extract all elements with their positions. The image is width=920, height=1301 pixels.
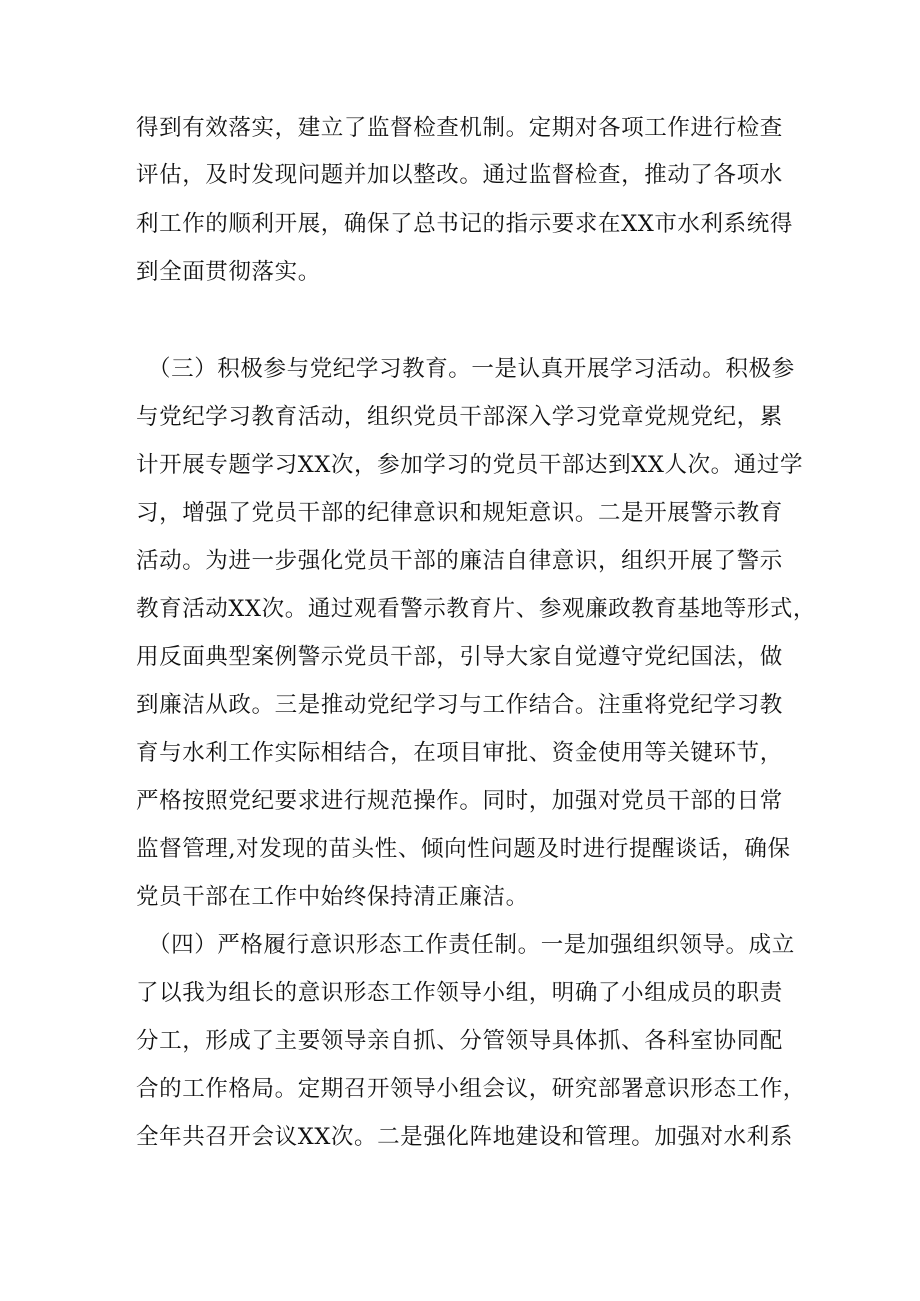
p2-line-8: 到廉洁从政。三是推动党纪学习与工作结合。注重将党纪学习教 [136,692,783,718]
p3-line-2: 了以我为组长的意识形态工作领导小组，明确了小组成员的职责 [136,980,783,1006]
p3-line-1: （四）严格履行意识形态工作责任制。一是加强组织领导。成立 [148,932,795,958]
p2-line-3: 计开展专题学习XX次，参加学习的党员干部达到XX人次。通过学 [136,452,804,478]
p2-line-2: 与党纪学习教育活动，组织党员干部深入学习党章党规党纪，累 [136,404,783,430]
p1-line-2: 评估，及时发现问题并加以整改。通过监督检查，推动了各项水 [136,162,783,188]
p2-line-7: 用反面典型案例警示党员干部，引导大家自觉遵守党纪国法，做 [136,644,783,670]
p2-line-1: （三）积极参与党纪学习教育。一是认真开展学习活动。积极参 [148,356,795,382]
p3-line-5: 全年共召开会议XX次。二是强化阵地建设和管理。加强对水利系 [136,1124,793,1150]
p2-line-12: 党员干部在工作中始终保持清正廉洁。 [136,884,529,910]
p2-line-10: 严格按照党纪要求进行规范操作。同时，加强对党员干部的日常 [136,788,783,814]
p2-line-6: 教育活动XX次。通过观看警示教育片、参观廉政教育基地等形式， [136,596,817,622]
p2-line-4: 习，增强了党员干部的纪律意识和规矩意识。二是开展警示教育 [136,500,783,526]
p3-line-3: 分工，形成了主要领导亲自抓、分管领导具体抓、各科室协同配 [136,1028,783,1054]
p1-line-4: 到全面贯彻落实。 [136,259,321,285]
p2-line-5: 活动。为进一步强化党员干部的廉洁自律意识，组织开展了警示 [136,548,783,574]
p2-line-11: 监督管理,对发现的苗头性、倾向性问题及时进行提醒谈话，确保 [136,836,791,862]
p2-line-9: 育与水利工作实际相结合，在项目审批、资金使用等关键环节， [136,740,783,766]
p3-line-4: 合的工作格局。定期召开领导小组会议，研究部署意识形态工作， [136,1076,806,1102]
p1-line-3: 利工作的顺利开展，确保了总书记的指示要求在XX市水利系统得 [136,211,793,237]
p1-line-1: 得到有效落实，建立了监督检查机制。定期对各项工作进行检查 [136,115,783,141]
